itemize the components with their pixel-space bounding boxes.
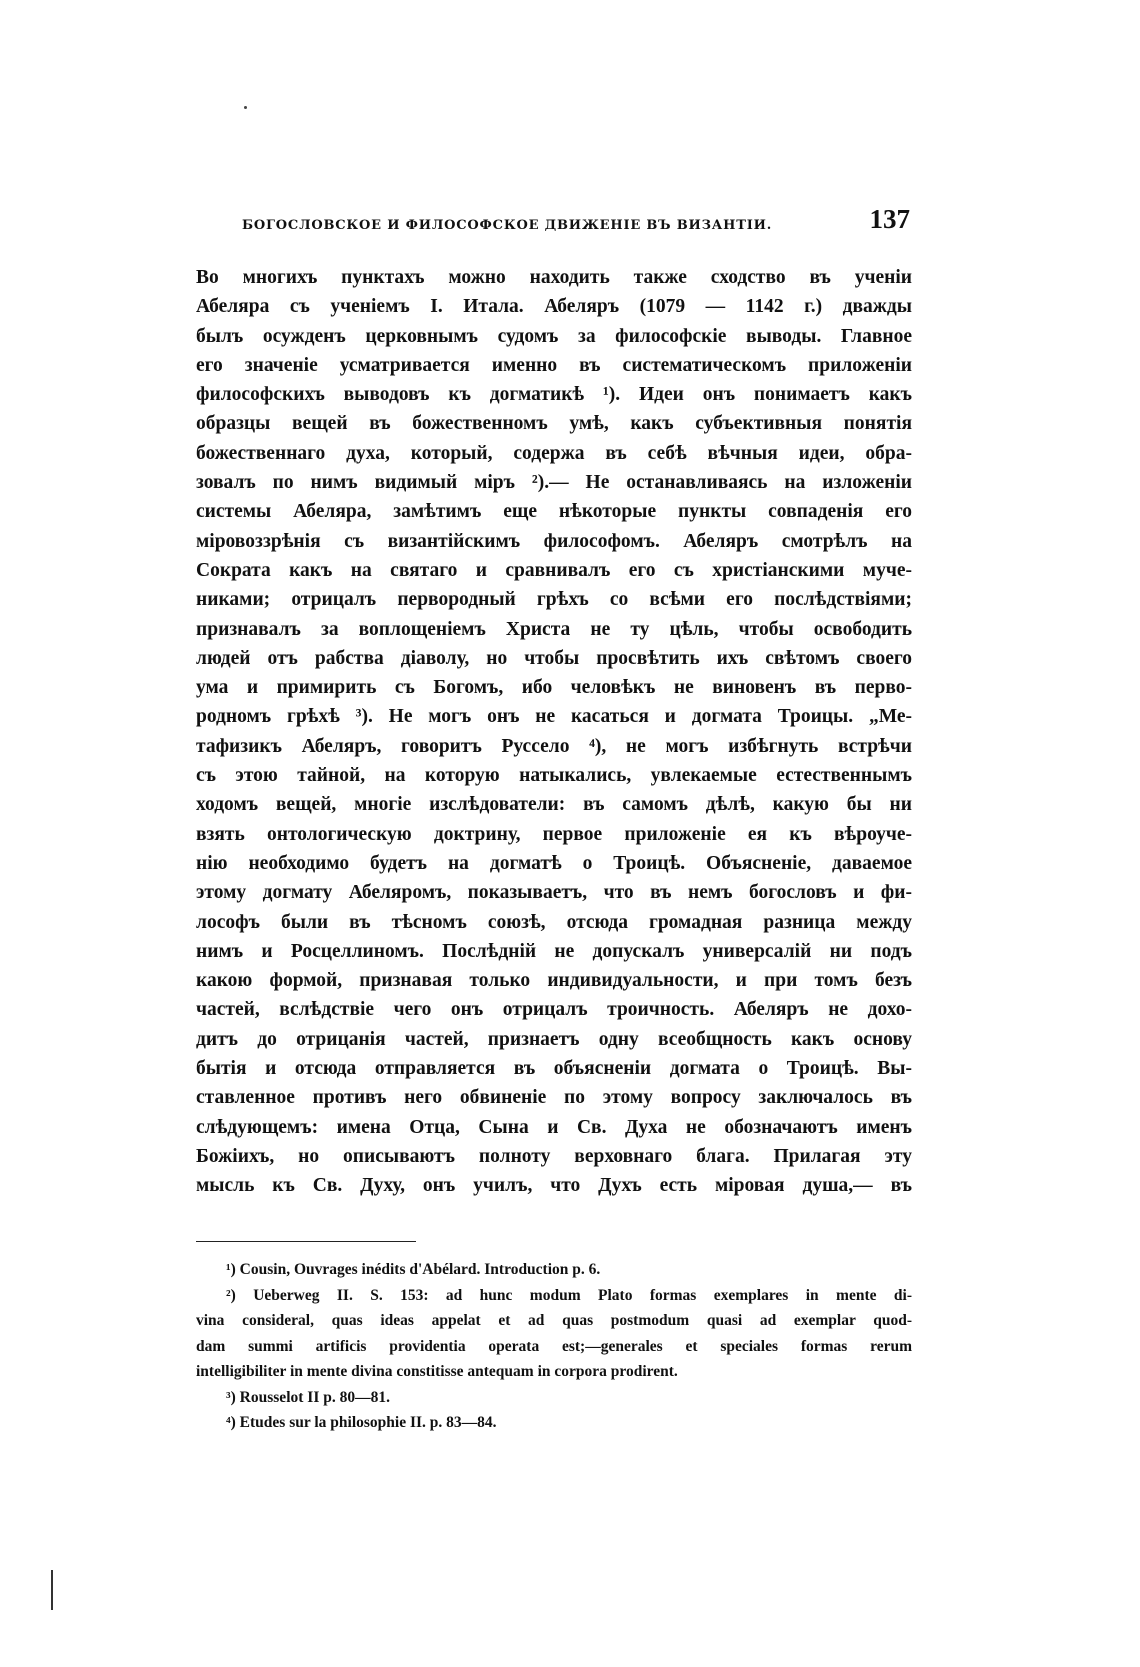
footnote-line: ²) Ueberweg II. S. 153: ad hunc modum Plato formas exemplares in mente di- xyxy=(226,1286,912,1304)
text-line: ставленное противъ него обвиненіе по этому вопросу заключалось въ xyxy=(196,1087,912,1109)
footnote-line: vina consideral, quas ideas appelat et ad quas postmodum quasi ad exemplar quod- xyxy=(196,1312,912,1329)
text-line: никами; отрицалъ первородный грѣхъ со всѣми его послѣдствіями; xyxy=(196,589,912,611)
footnote-line: ⁴) Etudes sur la philosophie II. p. 83—84. xyxy=(226,1414,497,1431)
text-line: дитъ до отрицанія частей, признаетъ одну всеобщность какъ основу xyxy=(196,1028,912,1050)
text-line: родномъ грѣхѣ ³). Не могъ онъ не касаться и догмата Троицы. „Ме- xyxy=(196,706,912,728)
text-line: какою формой, признавая только индивидуальности, и при томъ безъ xyxy=(196,970,912,992)
text-line: тафизикъ Абеляръ, говоритъ Руссело ⁴), не могъ избѣгнуть встрѣчи xyxy=(196,735,912,757)
text-line: этому догмату Абеляромъ, показываетъ, что въ немъ богословъ и фи- xyxy=(196,882,912,904)
text-line: частей, вслѣдствіе чего онъ отрицалъ троичность. Абеляръ не дохо- xyxy=(196,999,912,1021)
text-line: божественнаго духа, который, содержа въ себѣ вѣчныя идеи, обра- xyxy=(196,442,912,464)
text-line: былъ осужденъ церковнымъ судомъ за философскіе выводы. Главное xyxy=(196,325,912,347)
page-number: 137 xyxy=(869,204,910,234)
footnote-line: ³) Rousselot II p. 80—81. xyxy=(226,1388,390,1406)
text-line: ума и примирить съ Богомъ, ибо человѣкъ не виновенъ въ перво- xyxy=(196,677,912,699)
text-line: лософъ были въ тѣсномъ союзѣ, отсюда громадная разница между xyxy=(196,911,912,933)
text-line: образцы вещей въ божественномъ умѣ, какъ субъективныя понятія xyxy=(196,413,912,435)
text-line: признавалъ за воплощеніемъ Христа не ту цѣль, чтобы освободить xyxy=(196,618,912,640)
text-line: ходомъ вещей, многіе изслѣдователи: въ самомъ дѣлѣ, какую бы ни xyxy=(196,794,912,816)
text-line: Во многихъ пунктахъ можно находить также сходство въ ученіи xyxy=(196,267,912,288)
body-text xyxy=(196,263,912,1201)
footnote-line: dam summi artificis providentia operata est;—generales et speciales formas rerum xyxy=(196,1337,912,1355)
text-line: міровоззрѣнія съ византійскимъ философомъ. Абеляръ смотрѣлъ на xyxy=(196,530,912,552)
scan-edge-mark xyxy=(51,1570,53,1610)
text-line: слѣдующемъ: имена Отца, Сына и Св. Духа не обозначаютъ именъ xyxy=(196,1116,912,1138)
footnote-separator xyxy=(196,1241,416,1242)
footnotes xyxy=(196,1257,912,1436)
text-line: взять онтологическую доктрину, первое приложеніе ея къ вѣроуче- xyxy=(196,823,912,845)
text-line: философскихъ выводовъ къ догматикѣ ¹). Идеи онъ понимаетъ какъ xyxy=(196,384,912,406)
text-line: Божіихъ, но описываютъ полноту верховнаго блага. Прилагая эту xyxy=(196,1145,912,1167)
text-line: нію необходимо будетъ на догматѣ о Троицѣ. Объясненіе, даваемое xyxy=(196,852,912,874)
running-title: БОГОСЛОВСКОЕ И ФИЛОСОФСКОЕ ДВИЖЕНІЕ ВЪ ВИЗАНТІИ. xyxy=(242,218,773,233)
text-line: людей отъ рабства діаволу, но чтобы просвѣтить ихъ свѣтомъ своего xyxy=(196,647,912,669)
page-header xyxy=(242,204,910,244)
text-line: системы Абеляра, замѣтимъ еще нѣкоторые пункты совпаденія его xyxy=(196,501,912,523)
text-line: съ этою тайной, на которую натыкались, увлекаемые естественнымъ xyxy=(196,765,912,787)
text-line: нимъ и Росцеллиномъ. Послѣдній не допускалъ универсалій ни подъ xyxy=(196,940,912,962)
footnote-line: ¹) Cousin, Ouvrages inédits d'Abélard. Introduction p. 6. xyxy=(226,1261,601,1278)
speck-mark xyxy=(244,106,247,109)
footnote-line: intelligibiliter in mente divina constitisse antequam in corpora prodirent. xyxy=(196,1363,678,1380)
text-line: его значеніе усматривается именно въ систематическомъ приложеніи xyxy=(196,354,912,376)
text-line: Сократа какъ на святаго и сравнивалъ его съ христіанскими муче- xyxy=(196,559,912,581)
text-line: зовалъ по нимъ видимый міръ ²).— Не останавливаясь на изложеніи xyxy=(196,472,912,494)
text-line: Абеляра съ ученіемъ I. Итала. Абеляръ (1079 — 1142 г.) дважды xyxy=(196,296,912,318)
text-line: мысль къ Св. Духу, онъ училъ, что Духъ есть міровая душа,— въ xyxy=(196,1175,912,1197)
text-line: бытія и отсюда отправляется въ объясненіи догмата о Троицѣ. Вы- xyxy=(196,1058,912,1080)
